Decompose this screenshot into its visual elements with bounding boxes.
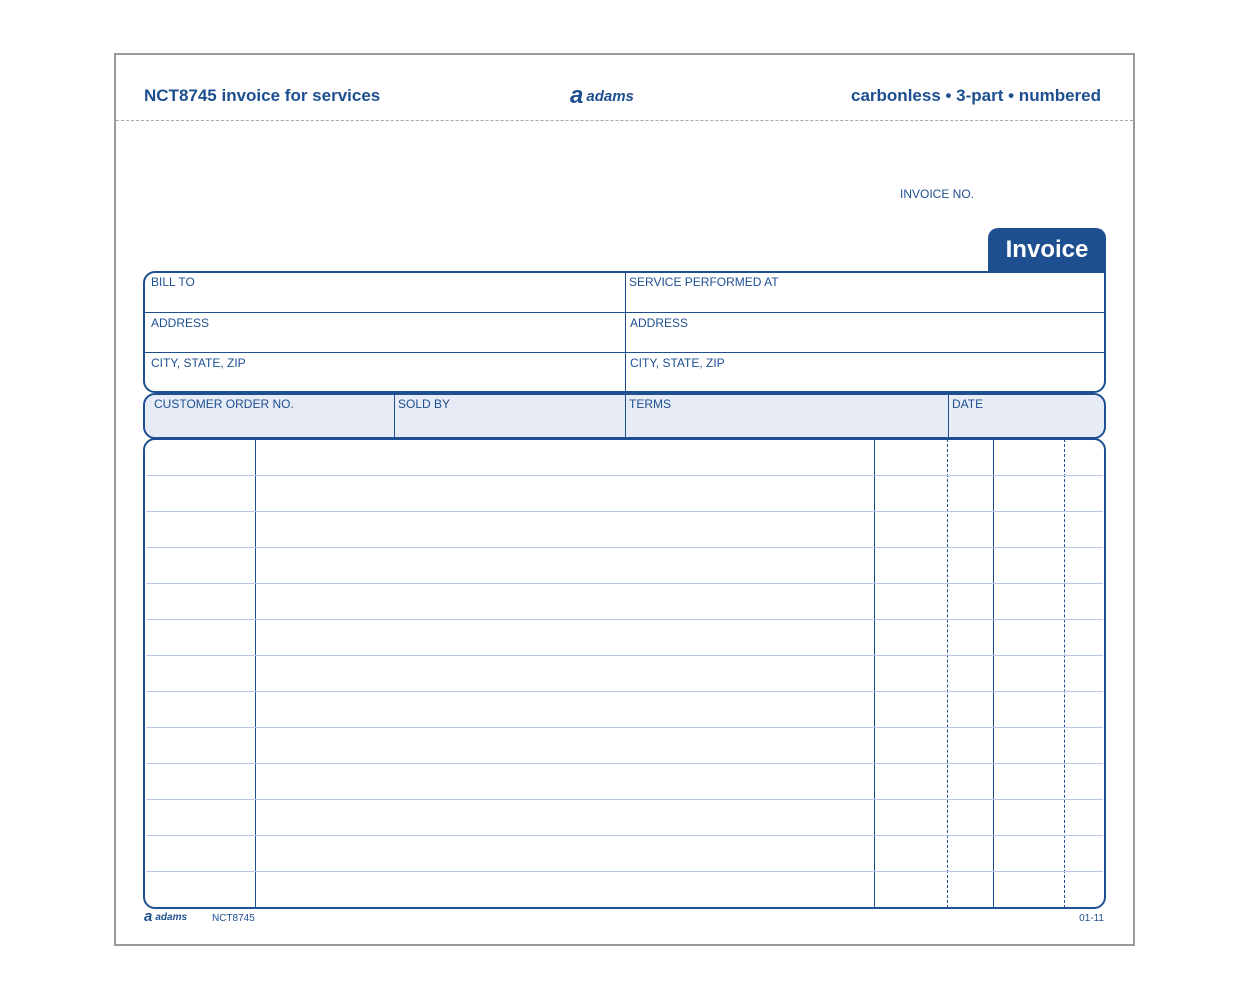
table-column-divider-dashed	[947, 439, 948, 908]
table-column-divider	[255, 439, 256, 908]
order-band-divider	[394, 393, 395, 439]
line-item-row[interactable]	[146, 475, 1103, 476]
line-items-table	[143, 438, 1106, 909]
terms-field[interactable]: TERMS	[629, 397, 671, 411]
footer-revision: 01-11	[1079, 913, 1104, 924]
service-city-field[interactable]: CITY, STATE, ZIP	[630, 356, 725, 370]
line-item-row[interactable]	[146, 763, 1103, 764]
line-item-row[interactable]	[146, 799, 1103, 800]
footer-adams-wordmark: adams	[155, 911, 188, 923]
sold-by-field[interactable]: SOLD BY	[398, 397, 451, 411]
line-item-row[interactable]	[146, 835, 1103, 836]
adams-logo-icon: a	[570, 82, 584, 109]
form-descriptor: carbonless • 3-part • numbered	[851, 86, 1101, 105]
service-address-field[interactable]: ADDRESS	[630, 316, 689, 330]
customer-order-field[interactable]: CUSTOMER ORDER NO.	[154, 397, 294, 411]
line-item-row[interactable]	[146, 547, 1103, 548]
line-item-row[interactable]	[146, 727, 1103, 728]
footer-product-code: NCT8745	[212, 913, 255, 924]
address-divider	[625, 271, 626, 393]
line-item-row[interactable]	[146, 691, 1103, 692]
table-column-divider	[993, 439, 994, 908]
line-item-row[interactable]	[146, 583, 1103, 584]
invoice-tab: Invoice	[988, 228, 1106, 272]
footer-adams-logo-icon: a	[144, 908, 153, 925]
line-item-row[interactable]	[146, 655, 1103, 656]
bill-to-city-field[interactable]: CITY, STATE, ZIP	[151, 356, 246, 370]
line-item-row[interactable]	[146, 619, 1103, 620]
bill-to-address-field[interactable]: ADDRESS	[151, 316, 210, 330]
bill-to-field[interactable]: BILL TO	[151, 275, 195, 289]
adams-logo-wordmark: adams	[586, 87, 634, 105]
line-item-row[interactable]	[146, 871, 1103, 872]
address-row-divider	[145, 312, 1104, 313]
adams-logo	[570, 82, 634, 109]
table-column-divider-dashed	[1064, 439, 1065, 908]
invoice-number-label: INVOICE NO.	[900, 187, 975, 201]
order-band-divider	[948, 393, 949, 439]
order-band-divider	[625, 393, 626, 439]
address-row-divider	[145, 352, 1104, 353]
perforation-line	[116, 120, 1133, 121]
date-field[interactable]: DATE	[952, 397, 984, 411]
footer-adams-logo	[144, 908, 188, 925]
service-performed-at-field[interactable]: SERVICE PERFORMED AT	[629, 275, 779, 289]
line-item-row[interactable]	[146, 511, 1103, 512]
form-title-header: NCT8745 invoice for services	[144, 86, 381, 105]
table-column-divider	[874, 439, 875, 908]
